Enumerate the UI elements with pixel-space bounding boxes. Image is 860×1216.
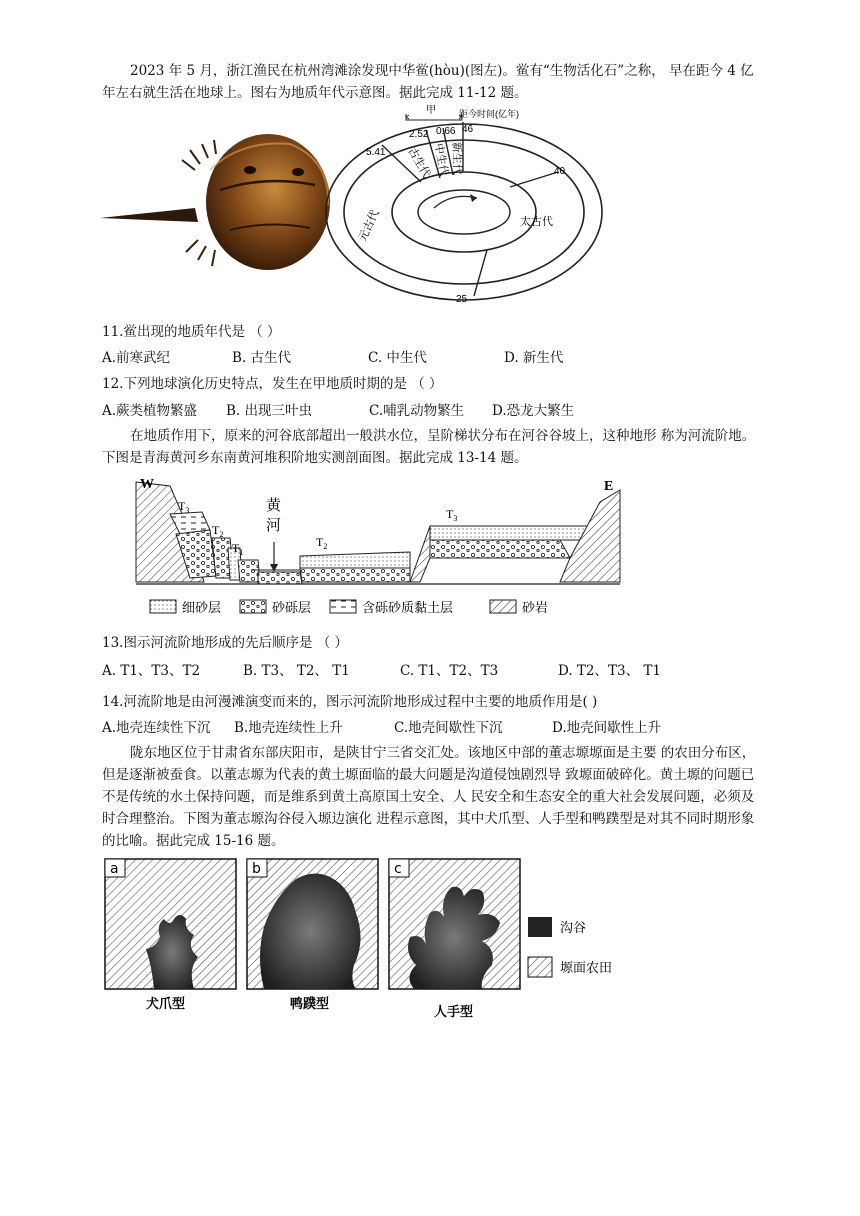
panel-b: [247, 859, 378, 989]
option-b: B. T3、 T2、 T1: [243, 663, 350, 679]
caption-dog-claw: 犬爪型: [146, 997, 186, 1012]
era-archean: 太古代: [520, 216, 553, 228]
time-axis-label: 距今时间(亿年): [459, 109, 519, 119]
question-11-options: [102, 346, 802, 366]
option-c: C.地壳间歇性下沉: [394, 720, 503, 736]
label-46: 46: [462, 124, 474, 135]
question-13-options: [102, 659, 802, 679]
west-label: W: [140, 477, 154, 492]
option-c: C. T1、T2、T3: [400, 663, 499, 679]
legend-clay: 含砾砂质黏土层: [362, 600, 454, 615]
river-label-1: 黄: [266, 498, 282, 514]
geologic-time-diagram: [322, 100, 607, 305]
option-d: D.恐龙大繁生: [492, 403, 575, 419]
label-40: 40: [554, 166, 566, 177]
option-a: A.蕨类植物繁盛: [102, 403, 198, 419]
panel-letter: c: [394, 861, 402, 877]
river-label-2: 河: [266, 518, 282, 534]
option-c: C. 中生代: [368, 350, 427, 366]
east-label: E: [604, 479, 614, 494]
option-b: B. 古生代: [232, 350, 292, 366]
caption-duck-web: 鸭蹼型: [290, 997, 330, 1012]
option-a: A.地壳连续性下沉: [102, 720, 211, 736]
era-paleozoic: 古生代: [405, 145, 433, 181]
question-14: 14.河流阶地是由河漫滩演变而来的，图示河流阶地形成过程中主要的地质作用是( ): [102, 694, 598, 710]
passage-1: 2023 年 5 月，浙江渔民在杭州湾滩涂发现中华鲎(hòu)(图左)。鲎有“生物活化石”之称， 早在距今 4 亿年左右就生活在地球上。图右为地质年代示意图。据此完成 11-12 题。: [102, 63, 754, 101]
question-11: 11.鲎出现的地质年代是 （ ）: [102, 324, 281, 340]
legend-gully: 沟谷: [560, 921, 587, 936]
option-d: D. 新生代: [504, 350, 564, 366]
era-mesozoic: 中生代: [432, 142, 450, 178]
question-12: 12.下列地球演化历史特点，发生在甲地质时期的是 （ ）: [102, 376, 443, 392]
passage-2: 在地质作用下，原来的河谷底部超出一般洪水位，呈阶梯状分布在河谷谷坡上，这种地形 称为河流阶地。下图是青海黄河乡东南黄河堆积阶地实测剖面图。据此完成 13-14 题。: [102, 428, 756, 466]
legend-fine-sand: 细砂层: [182, 600, 222, 615]
t2-right: $T_2$: [316, 535, 328, 551]
option-b: B. 出现三叶虫: [226, 403, 313, 419]
legend-farmland: 塬面农田: [560, 961, 613, 976]
t3-right: $T_3$: [446, 507, 458, 523]
label-5-41: 5.41: [366, 147, 386, 158]
option-a: A. T1、T3、T2: [102, 663, 201, 679]
panel-letter: a: [110, 861, 119, 877]
panel-letter: b: [252, 861, 261, 877]
option-d: D.地壳间歇性上升: [552, 720, 662, 736]
label-0-66: 0.66: [436, 126, 456, 137]
jia-label: 甲: [426, 105, 436, 116]
river-terrace-section: [130, 472, 630, 624]
t2-left: $T_2$: [212, 523, 224, 539]
era-proterozoic: 元古代: [356, 208, 382, 244]
option-d: D. T2、T3、 T1: [558, 663, 661, 679]
option-a: A.前寒武纪: [102, 350, 171, 366]
option-c: C.哺乳动物繁生: [369, 403, 465, 419]
t1-left: $T_1$: [232, 541, 244, 557]
t3-left: $T_3$: [178, 499, 190, 515]
caption-human-hand: 人手型: [434, 1005, 474, 1020]
question-14-options: [102, 716, 802, 736]
legend-gravel: 砂砾层: [272, 600, 312, 615]
option-b: B.地壳连续性上升: [234, 720, 343, 736]
label-25: 25: [456, 294, 468, 305]
panel-a: [105, 859, 236, 989]
era-cenozoic: 新生代: [450, 141, 464, 176]
gully-evolution-diagram: [104, 857, 613, 1020]
passage-3: 陇东地区位于甘肃省东部庆阳市，是陕甘宁三省交汇处。该地区中部的董志塬塬面是主要 的农田分布区，但是逐渐被蚕食。以董志塬为代表的黄土塬面临的最大问题是沟道侵蚀剧烈导 致塬面破碎化。黄土塬的问题已不是传统的水土保持问题，而是维系到黄土高原国土安全、人 民安全和生态安全的重大社会发展问题，必须及时合理整治。下图为董志塬沟谷侵入塬边演化 进程示意图，其中犬爪型、人手型和鸭蹼型是对其不同时期形象的比喻。据此完成 15-16 题。: [102, 745, 756, 849]
label-2-52: 2.52: [409, 129, 429, 140]
panel-c: [389, 859, 520, 989]
legend-sandstone: 砂岩: [522, 600, 549, 615]
question-13: 13.图示河流阶地形成的先后顺序是 （ ）: [102, 635, 349, 651]
question-12-options: [102, 399, 802, 419]
horseshoe-crab-image: [100, 130, 330, 275]
